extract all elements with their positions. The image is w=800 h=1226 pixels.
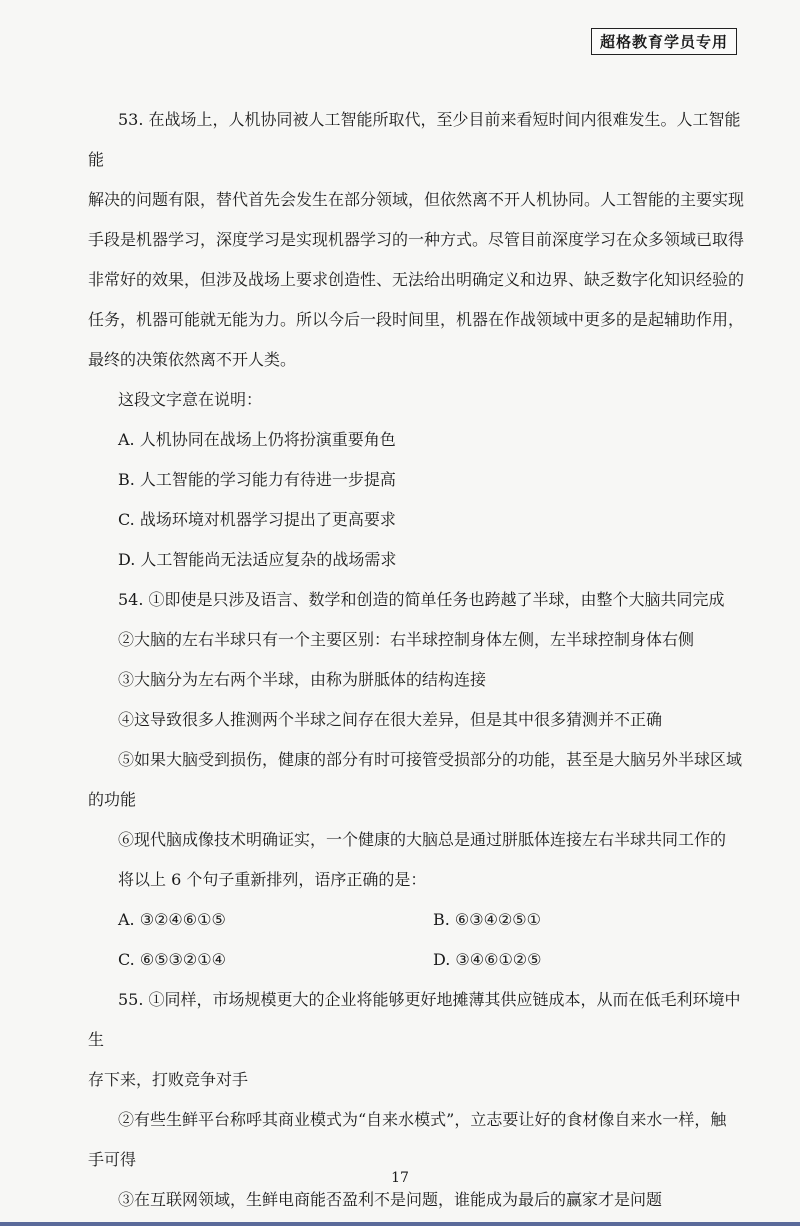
q54-sentence-5: ⑤如果大脑受到损伤，健康的部分有时可接管受损部分的功能，甚至是大脑另外半球区域	[118, 750, 743, 769]
q54-option-a: A. ③②④⑥①⑤	[118, 910, 226, 929]
question-53	[88, 100, 748, 580]
q54-option-d: D. ③④⑥①②⑤	[433, 950, 542, 969]
q53-line: 任务，机器可能就无能为力。所以今后一段时间里，机器在作战领域中更多的是起辅助作用，	[88, 310, 745, 329]
q54-sentence-1: 54. ①即使是只涉及语言、数学和创造的简单任务也跨越了半球，由整个大脑共同完成	[118, 590, 725, 609]
q53-option-b: B. 人工智能的学习能力有待进一步提高	[118, 470, 396, 489]
q54-option-c: C. ⑥⑤③②①④	[118, 950, 226, 969]
page-number: 17	[391, 1170, 409, 1186]
q54-sentence-5-cont: 的功能	[88, 790, 137, 809]
q55-sentence-2: ②有些生鲜平台称呼其商业模式为“自来水模式”，立志要让好的食材像自来水一样，触	[118, 1110, 727, 1129]
q53-line: 非常好的效果，但涉及战场上要求创造性、无法给出明确定义和边界、缺乏数字化知识经验的	[88, 270, 745, 289]
q55-sentence-1: 55. ①同样，市场规模更大的企业将能够更好地摊薄其供应链成本，从而在低毛利环境中生	[88, 990, 741, 1049]
question-content	[88, 100, 748, 1220]
q53-line: 53. 在战场上，人机协同被人工智能所取代，至少目前来看短时间内很难发生。人工智能能	[88, 110, 741, 169]
question-54	[88, 580, 748, 980]
q53-option-d: D. 人工智能尚无法适应复杂的战场需求	[118, 550, 397, 569]
scan-edge-bar	[0, 1222, 800, 1226]
watermark-stamp: 超格教育学员专用	[591, 28, 737, 55]
q54-options-row-1	[88, 900, 748, 940]
q55-sentence-1-cont: 存下来，打败竞争对手	[88, 1070, 249, 1089]
q54-sentence-4: ④这导致很多人推测两个半球之间存在很大差异，但是其中很多猜测并不正确	[118, 710, 663, 729]
q54-option-b: B. ⑥③④②⑤①	[433, 910, 541, 929]
q55-sentence-3: ③在互联网领域，生鲜电商能否盈利不是问题，谁能成为最后的赢家才是问题	[118, 1190, 663, 1209]
q54-prompt: 将以上 6 个句子重新排列，语序正确的是：	[118, 870, 427, 889]
q53-line: 最终的决策依然离不开人类。	[88, 350, 297, 369]
q54-options-row-2	[88, 940, 748, 980]
q54-sentence-3: ③大脑分为左右两个半球，由称为胼胝体的结构连接	[118, 670, 487, 689]
q54-sentence-6: ⑥现代脑成像技术明确证实，一个健康的大脑总是通过胼胝体连接左右半球共同工作的	[118, 830, 727, 849]
q53-option-a: A. 人机协同在战场上仍将扮演重要角色	[118, 430, 396, 449]
q53-line: 解决的问题有限，替代首先会发生在部分领域，但依然离不开人机协同。人工智能的主要实现	[88, 190, 745, 209]
q54-sentence-2: ②大脑的左右半球只有一个主要区别：右半球控制身体左侧，左半球控制身体右侧	[118, 630, 695, 649]
q53-prompt: 这段文字意在说明：	[118, 390, 263, 409]
q53-line: 手段是机器学习，深度学习是实现机器学习的一种方式。尽管目前深度学习在众多领域已取得	[88, 230, 745, 249]
q53-option-c: C. 战场环境对机器学习提出了更高要求	[118, 510, 396, 529]
q55-sentence-2-cont: 手可得	[88, 1150, 137, 1169]
